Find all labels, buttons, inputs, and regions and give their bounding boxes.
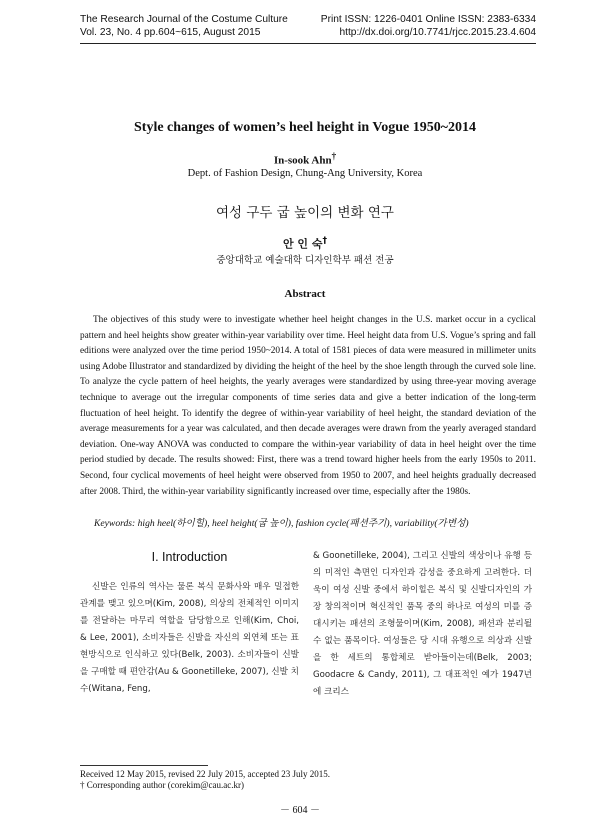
introduction-right-text: & Goonetilleke, 2004), 그리고 신발의 색상이나 유행 등의 미적인 측면인 디자인과 감성을 중요하게 고려한다. 더욱이 여성 신발 중에서 하이힐은 복식 및 신발디자인의 가장 창의적이며 혁신적인 품목 중의 하나로 여성의 미를 증대시키는 패션의 조형물이며(Kim, 2008), 패션과 분리될 수 없는 품목이다. 여성들은 당 시대 유행으로 의상과 신발을 한 세트의 통합체로 받아들이는데(Belk, 2003; Goodacre & Candy, 2011), 그 대표적인 예가 1947년에 크리스 xyxy=(313,551,532,697)
journal-header-right xyxy=(321,14,536,39)
journal-header-left xyxy=(80,14,288,39)
korean-author-name: 안 인 숙 xyxy=(282,237,323,251)
korean-author-mark: † xyxy=(322,235,328,246)
paper-title: Style changes of women’s heel height in Vogue 1950~2014 xyxy=(134,120,476,135)
abstract-heading: Abstract xyxy=(284,288,326,300)
korean-author-line xyxy=(70,235,540,252)
introduction-heading: I. Introduction xyxy=(151,550,228,564)
author-line xyxy=(70,151,540,167)
journal-volume: Vol. 23, No. 4 pp.604~615, August 2015 xyxy=(80,26,261,38)
author-mark: † xyxy=(331,151,337,161)
journal-issn: Print ISSN: 1226-0401 Online ISSN: 2383-6334 xyxy=(320,14,536,25)
korean-affiliation: 중앙대학교 예술대학 디자인학부 패션 전공 xyxy=(216,255,394,266)
author-name: In-sook Ahn xyxy=(273,154,332,167)
journal-name: The Research Journal of the Costume Culture xyxy=(80,14,288,25)
affiliation: Dept. of Fashion Design, Chung-Ang University, Korea xyxy=(187,168,423,179)
journal-doi[interactable]: http://dx.doi.org/10.7741/rjcc.2015.23.4.604 xyxy=(339,26,536,38)
introduction-left-text: 신발은 인류의 역사는 물론 복식 문화사와 매우 밀접한 관계를 맺고 있으며(Kim, 2008), 의상의 전체적인 이미지를 전달하는 마무리 역할을 담당함으로 인해(Kim, Choi, & Lee, 2001), 소비자들은 신발을 자신의 외연체 또는 표현방식으로 인식하고 있다(Belk, 2003). 소비자들이 신발을 구매할 때 편안감(Au & Goonetilleke, 2007), 신발 치수(Witana, Feng, xyxy=(80,582,299,694)
abstract-text: The objectives of this study were to investigate whether heel height changes in the U.S. market occur in a cyclical pattern and heel heights show greater within-year variability over time. Heel height data from U.S. Vogue’s spring and fall editions were analyzed over the time period 1950~2014. A total of 1581 pieces of data were measured in millimeter units using Adobe Illustrator and standardized by dividing the height of the heel by the shoe length through the curved sole line. To analyze the cycle pattern of heel heights, the yearly averages were standardized by using three-year moving average technique to average out the irregular components of time series data and give a better indication of the long-term fluctuation of heel height. To identify the degree of within-year variability of heel height, the standard deviation of the average measurements for a year was calculated, and then decade averages were drawn from the yearly averaged standard deviation. One-way ANOVA was conducted to compare the within-year variability of data in heel height over the time period studied by decade. The results showed: First, there was a trend toward higher heels from the early 1950s to 2011. Second, four cyclical movements of heel height were observed from 1950 to 2007, and heel heights gradually decreased after 2008. Third, the within-year variability significantly increased over time, especially after the 1980s. xyxy=(80,315,536,497)
left-column xyxy=(80,548,299,698)
right-column xyxy=(313,548,532,701)
page-number: － 604 － xyxy=(280,805,320,816)
korean-title: 여성 구두 굽 높이의 변화 연구 xyxy=(216,205,394,221)
header-rule xyxy=(80,43,536,44)
footnote-received: Received 12 May 2015, revised 22 July 2015, accepted 23 July 2015. xyxy=(80,769,330,779)
footnote-rule xyxy=(80,765,208,766)
footnote-corresponding: † Corresponding author (corekim@cau.ac.kr) xyxy=(80,780,244,790)
keywords: Keywords: high heel(하이힐), heel height(굽 높이), fashion cycle(패션주기), variability(가변성) xyxy=(94,518,469,529)
